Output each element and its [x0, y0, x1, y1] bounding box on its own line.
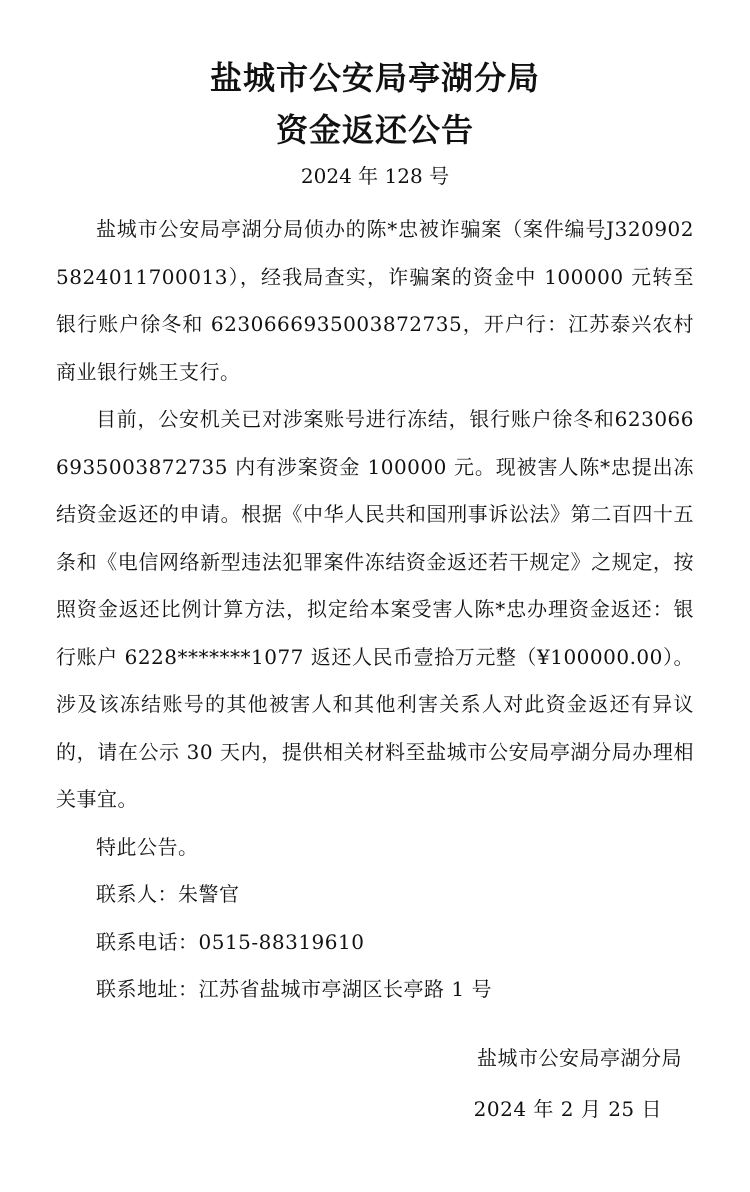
paragraph-case-facts: 盐城市公安局亭湖分局侦办的陈*忠被诈骗案（案件编号J3209025824011700013），经我局查实，诈骗案的资金中 100000 元转至银行账户徐冬和 6230666935003872735，开户行：江苏泰兴农村商业银行姚王支行。: [56, 217, 694, 384]
contact-phone: 联系电话：0515-88319610: [96, 929, 365, 954]
contact-address: 联系地址：江苏省盐城市亭湖区长亭路 1 号: [96, 977, 492, 1001]
document-number: 2024 年 128 号: [300, 164, 450, 188]
paragraph-refund-details: 目前，公安机关已对涉案账号进行冻结，银行账户徐冬和6230666935003872735 内有涉案资金 100000 元。现被害人陈*忠提出冻结资金返还的申请。根据《中华人民共和国刑事诉讼法》第二百四十五条和《电信网络新型违法犯罪案件冻结资金返还若干规定》之规定，按照资金返还比例计算方法，拟定给本案受害人陈*忠办理资金返还：银行账户 6228*******1077 返还人民币壹拾万元整（¥100000.00）。涉及该冻结账号的其他被害人和其他利害关系人对此资金返还有异议的，请在公示 30 天内，提供相关材料至盐城市公安局亭湖分局办理相关事宜。: [56, 407, 694, 811]
title-issuer: 盐城市公安局亭湖分局: [209, 59, 540, 97]
signature-date: 2024 年 2 月 25 日: [473, 1097, 662, 1121]
closing-statement: 特此公告。: [96, 834, 199, 859]
signature-organization: 盐城市公安局亭湖分局: [477, 1046, 682, 1070]
contact-person: 联系人：朱警官: [96, 882, 240, 906]
title-announcement: 资金返还公告: [275, 111, 474, 149]
